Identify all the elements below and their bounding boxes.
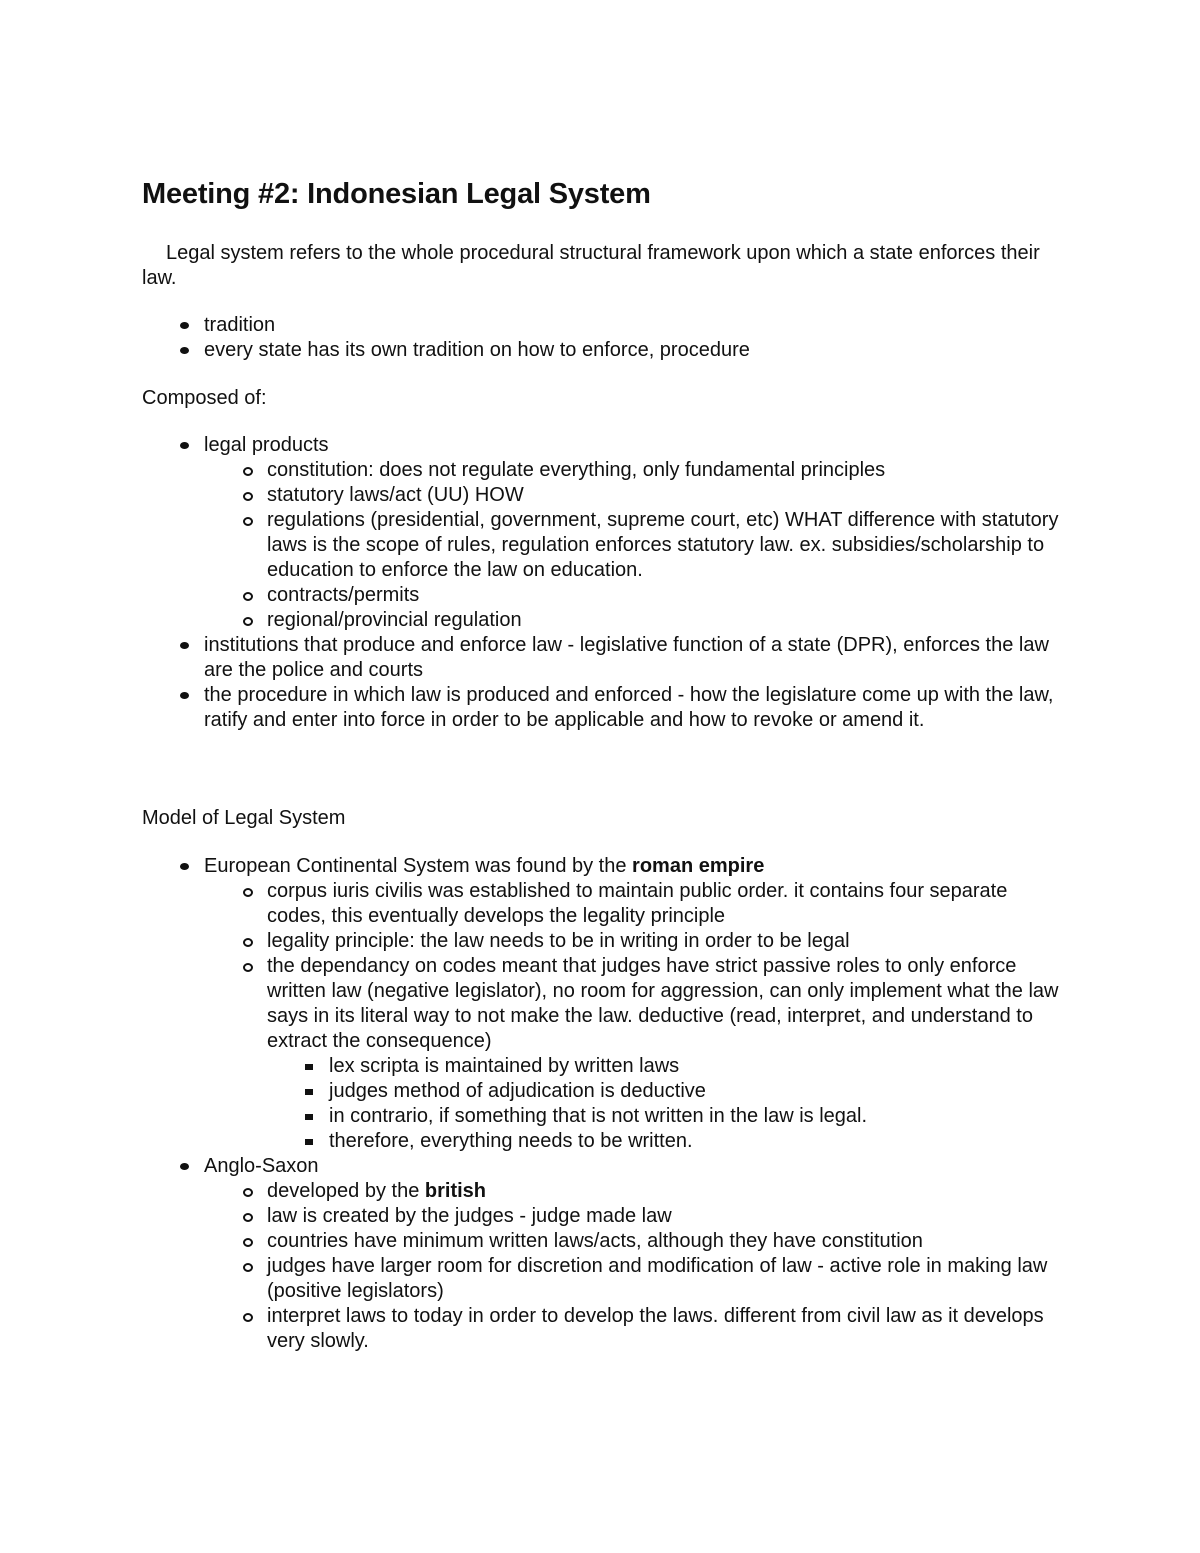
list-item: the dependancy on codes meant that judges have strict passive roles to only enforce written law (negative legislator), no room for aggression, can only implement what the law says in its literal way to not make the law. deductive (read, interpret, and understand to extract the consequence) lex scripta is maintained by written laws judges method of adjudication is deductive in contrario, if something that is not written in the law is legal. therefore, everything needs to be written. — [267, 954, 1064, 1154]
bullet-circle-icon — [243, 1263, 253, 1272]
bullet-circle-icon — [243, 517, 253, 526]
bullet-circle-icon — [243, 617, 253, 626]
bullet-dot-icon — [180, 322, 189, 329]
list-item: countries have minimum written laws/acts, although they have constitution — [267, 1229, 1064, 1254]
list-item: tradition — [204, 313, 1064, 338]
composed-of-list — [204, 433, 1064, 733]
bullet-dot-icon — [180, 863, 189, 870]
page-title: Meeting #2: Indonesian Legal System — [142, 178, 651, 210]
intro-bullet-list — [204, 313, 1064, 363]
bullet-circle-icon — [243, 492, 253, 501]
bullet-square-icon — [305, 1064, 313, 1070]
bullet-circle-icon — [243, 888, 253, 897]
list-item-european-continental: European Continental System was found by the roman empire corpus iuris civilis was established to maintain public order. it contains four separate codes, this eventually develops the legality principle legality principle: the law needs to be in writing in order to be legal the dependancy on codes meant that judges have strict passive roles to only enforce written law (negative legislator), no room for aggression, can only implement what the law says in its literal way to not make the law. deductive (read, interpret, and understand to extract the consequence) lex scripta is maintained by written laws judges method of adjudication is deductive in contrario, if something that is not written in the law is legal. therefore, everything needs to be written. — [204, 854, 1064, 1154]
bullet-circle-icon — [243, 1313, 253, 1322]
list-item: regional/provincial regulation — [267, 608, 1064, 633]
bullet-circle-icon — [243, 963, 253, 972]
list-item-institutions: institutions that produce and enforce law - legislative function of a state (DPR), enforces the law are the police and courts — [204, 633, 1064, 683]
list-item: developed by the british — [267, 1179, 1064, 1204]
model-list — [204, 854, 1064, 1354]
list-item-procedure: the procedure in which law is produced and enforced - how the legislature come up with the law, ratify and enter into force in order to be applicable and how to revoke or amend it. — [204, 683, 1064, 733]
list-item: lex scripta is maintained by written laws — [329, 1054, 1064, 1079]
bullet-dot-icon — [180, 642, 189, 649]
bullet-circle-icon — [243, 467, 253, 476]
list-item: corpus iuris civilis was established to maintain public order. it contains four separate codes, this eventually develops the legality principle — [267, 879, 1064, 929]
european-sublist — [267, 879, 1064, 1154]
bullet-square-icon — [305, 1139, 313, 1145]
bullet-dot-icon — [180, 1163, 189, 1170]
list-item: legality principle: the law needs to be in writing in order to be legal — [267, 929, 1064, 954]
list-item-legal-products: legal products constitution: does not regulate everything, only fundamental principles statutory laws/act (UU) HOW regulations (presidential, government, supreme court, etc) WHAT difference with statutory laws is the scope of rules, regulation enforces statutory law. ex. subsidies/scholarship to education to enforce the law on education. contracts/permits regional/provincial regulation — [204, 433, 1064, 633]
deductive-sublist — [329, 1054, 1064, 1154]
bullet-circle-icon — [243, 1213, 253, 1222]
list-item: constitution: does not regulate everything, only fundamental principles — [267, 458, 1064, 483]
anglo-sublist — [267, 1179, 1064, 1354]
bullet-circle-icon — [243, 1188, 253, 1197]
legal-products-sublist — [267, 458, 1064, 633]
bullet-circle-icon — [243, 938, 253, 947]
list-item-anglo-saxon: Anglo-Saxon developed by the british law is created by the judges - judge made law countries have minimum written laws/acts, although they have constitution judges have larger room for discretion and modification of law - active role in making law (positive legislators) interpret laws to today in order to develop the laws. different from civil law as it develops very slowly. — [204, 1154, 1064, 1354]
bullet-square-icon — [305, 1089, 313, 1095]
list-item: judges have larger room for discretion and modification of law - active role in making law (positive legislators) — [267, 1254, 1064, 1304]
model-of-legal-system-label: Model of Legal System — [142, 807, 346, 829]
list-item: interpret laws to today in order to develop the laws. different from civil law as it develops very slowly. — [267, 1304, 1064, 1354]
composed-of-label: Composed of: — [142, 387, 267, 409]
list-item: law is created by the judges - judge made law — [267, 1204, 1064, 1229]
bullet-circle-icon — [243, 592, 253, 601]
intro-paragraph: Legal system refers to the whole procedural structural framework upon which a state enforces their law. — [142, 242, 1040, 289]
list-item: judges method of adjudication is deductive — [329, 1079, 1064, 1104]
bullet-dot-icon — [180, 442, 189, 449]
list-item: contracts/permits — [267, 583, 1064, 608]
list-item: therefore, everything needs to be written. — [329, 1129, 1064, 1154]
list-item: every state has its own tradition on how to enforce, procedure — [204, 338, 1064, 363]
bullet-circle-icon — [243, 1238, 253, 1247]
list-item: regulations (presidential, government, supreme court, etc) WHAT difference with statutory laws is the scope of rules, regulation enforces statutory law. ex. subsidies/scholarship to education to enforce the law on education. — [267, 508, 1064, 583]
list-item: statutory laws/act (UU) HOW — [267, 483, 1064, 508]
bullet-square-icon — [305, 1114, 313, 1120]
bullet-dot-icon — [180, 347, 189, 354]
bullet-dot-icon — [180, 692, 189, 699]
list-item: in contrario, if something that is not written in the law is legal. — [329, 1104, 1064, 1129]
